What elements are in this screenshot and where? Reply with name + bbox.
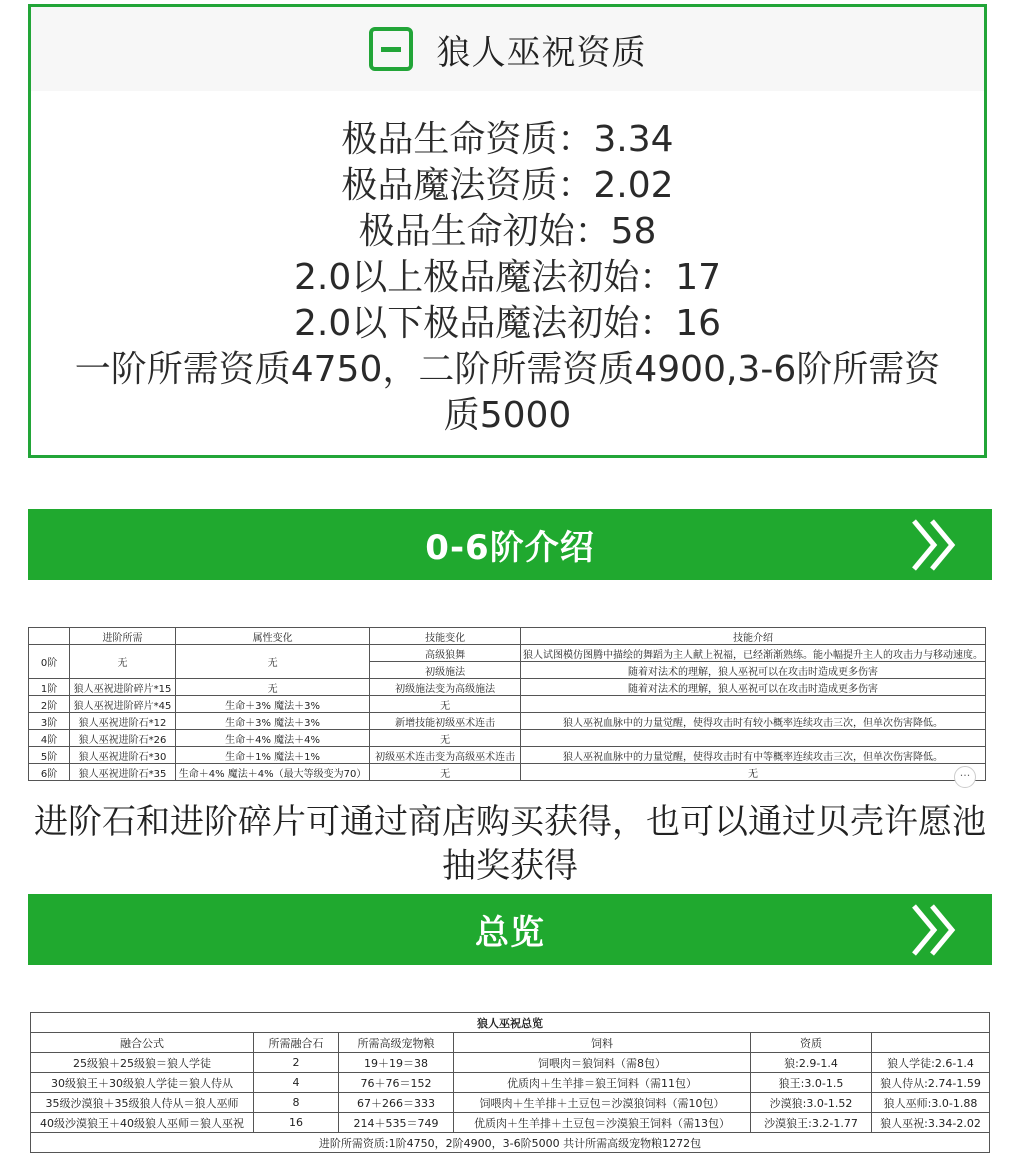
table-header: 饲料 [454, 1033, 751, 1053]
double-chevron-right-icon [910, 902, 962, 958]
food-cell: 67＋266＝333 [339, 1093, 454, 1113]
table-row [29, 764, 986, 781]
table-header: 资质 [751, 1033, 872, 1053]
formula-cell: 25级狼＋25级狼＝狼人学徒 [31, 1053, 254, 1073]
need-cell: 狼人巫祝进阶碎片*45 [70, 696, 176, 713]
stat-line: 2.0以下极品魔法初始：16 [293, 303, 722, 344]
desc-cell: 随着对法术的理解，狼人巫祝可以在攻击时造成更多伤害 [521, 662, 986, 679]
attr-cell: 生命＋4% 魔法＋4% [175, 730, 369, 747]
attr-cell: 无 [175, 679, 369, 696]
feed-cell: 饲喂肉＋生羊排＋土豆包＝沙漠狼饲料（需10包） [454, 1093, 751, 1113]
attr-cell: 生命＋3% 魔法＋3% [175, 713, 369, 730]
card-title: 狼人巫祝资质 [436, 32, 647, 73]
table-header: 技能介绍 [521, 628, 986, 645]
need-cell: 狼人巫祝进阶石*12 [70, 713, 176, 730]
table-row [29, 696, 986, 713]
skill-cell: 无 [370, 764, 521, 781]
table-header-row [31, 1033, 990, 1053]
skill-cell: 无 [370, 696, 521, 713]
table-row [29, 747, 986, 764]
stage-cell: 4阶 [29, 730, 70, 747]
attr-cell: 生命＋3% 魔法＋3% [175, 696, 369, 713]
table-header: 技能变化 [370, 628, 521, 645]
section-banner-overview [28, 894, 992, 965]
table-footer: 进阶所需资质:1阶4750，2阶4900，3-6阶5000 共计所需高级宠物粮1272包 [31, 1133, 990, 1153]
skill-cell: 初级施法 [370, 662, 521, 679]
attr-cell: 生命＋4% 魔法＋4%（最大等级变为70） [175, 764, 369, 781]
food-cell: 76＋76＝152 [339, 1073, 454, 1093]
skill-cell: 无 [370, 730, 521, 747]
table-header [872, 1033, 990, 1053]
table-header: 融合公式 [31, 1033, 254, 1053]
stage-table [28, 627, 986, 781]
need-cell: 狼人巫祝进阶石*35 [70, 764, 176, 781]
formula-cell: 35级沙漠狼＋35级狼人侍从＝狼人巫师 [31, 1093, 254, 1113]
stone-cell: 16 [254, 1113, 339, 1133]
double-chevron-right-icon [910, 517, 962, 573]
attr-cell: 生命＋1% 魔法＋1% [175, 747, 369, 764]
stat-line: 极品生命资质：3.34 [341, 119, 674, 160]
table-header: 属性变化 [175, 628, 369, 645]
food-cell: 214＋535＝749 [339, 1113, 454, 1133]
table-row [31, 1113, 990, 1133]
feed-cell: 优质肉＋生羊排＋土豆包＝沙漠狼王饲料（需13包） [454, 1113, 751, 1133]
stage-cell: 2阶 [29, 696, 70, 713]
attr-cell: 无 [175, 645, 369, 679]
card-body [31, 91, 984, 439]
skill-cell: 新增技能初级巫术连击 [370, 713, 521, 730]
collapse-minus-icon[interactable] [369, 27, 413, 71]
table-row [29, 645, 986, 662]
need-cell: 狼人巫祝进阶石*26 [70, 730, 176, 747]
desc-cell: 狼人巫祝血脉中的力量觉醒，使得攻击时有较小概率连续攻击三次，但单次伤害降低。 [521, 713, 986, 730]
section-banner-stages [28, 509, 992, 580]
table-footer-row [31, 1133, 990, 1153]
quality-cell: 沙漠狼王:3.2-1.77 [751, 1113, 872, 1133]
skill-cell: 初级巫术连击变为高级巫术连击 [370, 747, 521, 764]
desc-cell: 狼人巫祝血脉中的力量觉醒，使得攻击时有中等概率连续攻击三次，但单次伤害降低。 [521, 747, 986, 764]
stat-line: 2.0以上极品魔法初始：17 [293, 257, 722, 298]
stage-cell: 3阶 [29, 713, 70, 730]
feed-cell: 饲喂肉＝狼饲料（需8包） [454, 1053, 751, 1073]
quality-cell: 狼人巫师:3.0-1.88 [872, 1093, 990, 1113]
stage-cell: 0阶 [29, 645, 70, 679]
table-header [29, 628, 70, 645]
stat-line: 极品魔法资质：2.02 [341, 165, 674, 206]
table-header-row [29, 628, 986, 645]
table-row [31, 1093, 990, 1113]
qualification-card [28, 4, 987, 458]
table-header: 所需融合石 [254, 1033, 339, 1053]
desc-cell [521, 696, 986, 713]
quality-cell: 狼人巫祝:3.34-2.02 [872, 1113, 990, 1133]
banner-title: 0-6阶介绍 [425, 528, 595, 568]
stone-cell: 8 [254, 1093, 339, 1113]
feed-cell: 优质肉＋生羊排＝狼王饲料（需11包） [454, 1073, 751, 1093]
stone-cell: 4 [254, 1073, 339, 1093]
table-header: 进阶所需 [70, 628, 176, 645]
quality-cell: 狼王:3.0-1.5 [751, 1073, 872, 1093]
formula-cell: 40级沙漠狼王＋40级狼人巫师＝狼人巫祝 [31, 1113, 254, 1133]
acquisition-note: 进阶石和进阶碎片可通过商店购买获得，也可以通过贝壳许愿池抽奖获得 [34, 802, 986, 886]
skill-cell: 初级施法变为高级施法 [370, 679, 521, 696]
need-cell: 狼人巫祝进阶碎片*15 [70, 679, 176, 696]
desc-cell: 狼人试图模仿图腾中描绘的舞蹈为主人献上祝福，已经渐渐熟练。能小幅提升主人的攻击力与移动速度。 [521, 645, 986, 662]
table-row [31, 1053, 990, 1073]
need-cell: 无 [70, 645, 176, 679]
table-row [31, 1073, 990, 1093]
table-title: 狼人巫祝总览 [31, 1013, 990, 1033]
table-header: 所需高级宠物粮 [339, 1033, 454, 1053]
stat-line: 极品生命初始：58 [358, 211, 657, 252]
table-row [29, 730, 986, 747]
overview-table [30, 1012, 990, 1153]
table-row [29, 679, 986, 696]
desc-cell: 随着对法术的理解，狼人巫祝可以在攻击时造成更多伤害 [521, 679, 986, 696]
need-cell: 狼人巫祝进阶石*30 [70, 747, 176, 764]
quality-cell: 狼:2.9-1.4 [751, 1053, 872, 1073]
table-row [29, 713, 986, 730]
stage-cell: 1阶 [29, 679, 70, 696]
card-header[interactable] [31, 7, 984, 91]
quality-cell: 狼人侍从:2.74-1.59 [872, 1073, 990, 1093]
skill-cell: 高级狼舞 [370, 645, 521, 662]
formula-cell: 30级狼王＋30级狼人学徒＝狼人侍从 [31, 1073, 254, 1093]
stage-cell: 5阶 [29, 747, 70, 764]
desc-cell: 无 [521, 764, 986, 781]
table-title-row [31, 1013, 990, 1033]
stat-line: 一阶所需资质4750，二阶所需资质4900,3-6阶所需资质5000 [74, 349, 941, 436]
food-cell: 19＋19＝38 [339, 1053, 454, 1073]
stage-cell: 6阶 [29, 764, 70, 781]
quality-cell: 狼人学徒:2.6-1.4 [872, 1053, 990, 1073]
quality-cell: 沙漠狼:3.0-1.52 [751, 1093, 872, 1113]
desc-cell [521, 730, 986, 747]
more-options-icon[interactable]: ··· [954, 766, 976, 788]
banner-title: 总览 [475, 913, 545, 953]
stone-cell: 2 [254, 1053, 339, 1073]
